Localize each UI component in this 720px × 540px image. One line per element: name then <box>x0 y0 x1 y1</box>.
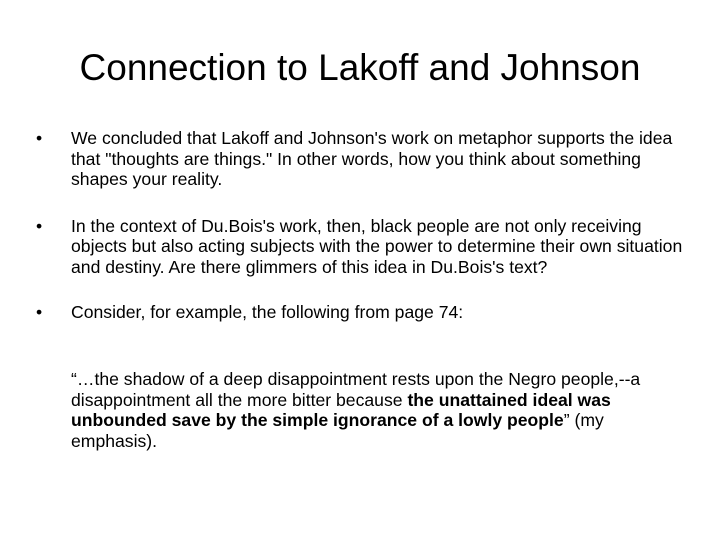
bullet-marker: • <box>36 215 43 236</box>
bullet-item <box>36 216 686 278</box>
quote-text-start: “…the shadow of a deep disappointment rests upon the Negro people,--a disappointment all the more bitter because <box>71 369 641 410</box>
bullet-item <box>36 128 686 190</box>
bullet-list <box>36 128 686 342</box>
bullet-marker: • <box>36 128 43 148</box>
slide-title: Connection to Lakoff and Johnson <box>79 47 641 88</box>
bullet-text: We concluded that Lakoff and Johnson's work on metaphor supports the idea that "thoughts are things." In other words, how you think about something shapes your reality. <box>71 128 673 189</box>
quotation <box>71 369 681 451</box>
quote-emphasis: the unattained ideal was unbounded save by the simple ignorance of a lowly people <box>71 389 611 430</box>
quote-text-end: ” (my emphasis). <box>71 410 604 451</box>
bullet-text: Consider, for example, the following from page 74: <box>71 302 464 322</box>
bullet-item <box>36 302 686 323</box>
bullet-marker: • <box>36 302 43 322</box>
bullet-text: In the context of Du.Bois's work, then, black people are not only receiving objects but also acting subjects with the power to determine their own situation and destiny. Are there glimmers of this idea in Du.Bois's text? <box>71 215 683 277</box>
